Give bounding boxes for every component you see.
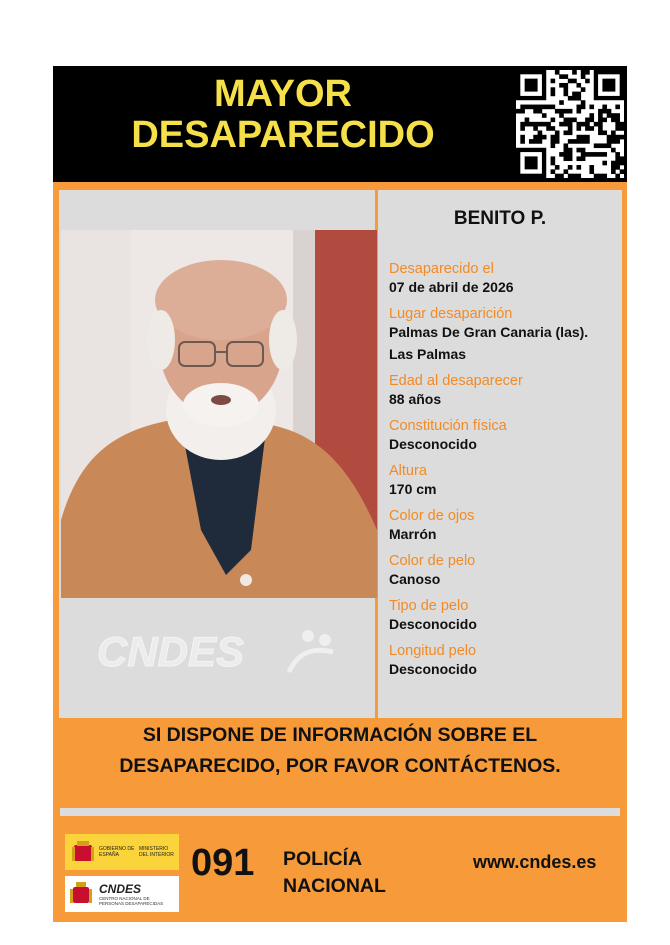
field-label: Longitud pelo <box>389 643 477 659</box>
qr-code-icon[interactable] <box>516 70 624 178</box>
field-lugar <box>389 305 621 364</box>
field-value: 88 años <box>389 391 442 407</box>
person-photo <box>61 230 377 598</box>
police-line-1: POLICÍA <box>283 848 363 870</box>
field-value: Palmas De Gran Canaria (las). <box>389 324 589 340</box>
missing-person-poster <box>53 66 627 922</box>
cta-line-2: DESAPARECIDO, POR FAVOR CONTÁCTENOS. <box>119 755 561 777</box>
gobierno-espana-logo <box>65 834 179 870</box>
poster-header <box>53 66 627 182</box>
police-line-2: NACIONAL <box>283 875 386 897</box>
title-line-1: MAYOR <box>214 73 352 115</box>
poster-title <box>53 74 513 156</box>
call-to-action <box>53 720 627 782</box>
gobierno-text: GOBIERNO DE ESPAÑA <box>99 846 135 858</box>
spain-crest-icon <box>71 839 95 865</box>
field-color-pelo <box>389 552 621 589</box>
footer-divider <box>60 808 620 816</box>
field-label: Lugar desaparición <box>389 306 513 322</box>
police-phone-number[interactable]: 091 <box>191 842 255 884</box>
info-panel <box>378 190 622 718</box>
field-value: 170 cm <box>389 481 437 497</box>
field-label: Tipo de pelo <box>389 598 469 614</box>
cndes-watermark <box>93 622 343 687</box>
field-edad <box>389 372 621 409</box>
field-value: Desconocido <box>389 436 477 452</box>
person-name: BENITO P. <box>453 208 547 229</box>
field-value: Desconocido <box>389 661 477 677</box>
field-label: Altura <box>389 463 427 479</box>
field-label: Edad al desaparecer <box>389 373 523 389</box>
field-tipo-pelo <box>389 597 621 634</box>
cta-line-1: SI DISPONE DE INFORMACIÓN SOBRE EL <box>142 724 538 746</box>
poster-body <box>53 182 627 922</box>
police-name <box>283 846 423 900</box>
cndes-logo-title: CNDES <box>99 882 142 896</box>
website-link[interactable]: www.cndes.es <box>473 852 597 872</box>
watermark-text: CNDES <box>97 628 245 675</box>
ministerio-text: MINISTERIO DEL INTERIOR <box>139 846 174 858</box>
person-details <box>389 260 621 687</box>
spain-crest-small-icon <box>69 880 93 908</box>
cndes-logo[interactable] <box>65 876 179 912</box>
field-value: Marrón <box>389 526 437 542</box>
field-color-ojos <box>389 507 621 544</box>
field-value: Canoso <box>389 571 441 587</box>
field-longitud-pelo <box>389 642 621 679</box>
field-altura <box>389 462 621 499</box>
title-line-2: DESAPARECIDO <box>131 114 435 156</box>
field-value-2: Las Palmas <box>389 346 467 362</box>
field-value: Desconocido <box>389 616 477 632</box>
field-value: 07 de abril de 2026 <box>389 279 514 295</box>
cndes-logo-subtitle: CENTRO NACIONAL DE PERSONAS DESAPARECIDAS <box>99 896 164 906</box>
cndes-logo-text <box>99 882 175 906</box>
field-desaparecido <box>389 260 621 297</box>
field-label: Constitución física <box>389 418 507 434</box>
field-label: Color de ojos <box>389 508 475 524</box>
field-label: Desaparecido el <box>389 261 494 277</box>
field-constitucion <box>389 417 621 454</box>
field-label: Color de pelo <box>389 553 476 569</box>
